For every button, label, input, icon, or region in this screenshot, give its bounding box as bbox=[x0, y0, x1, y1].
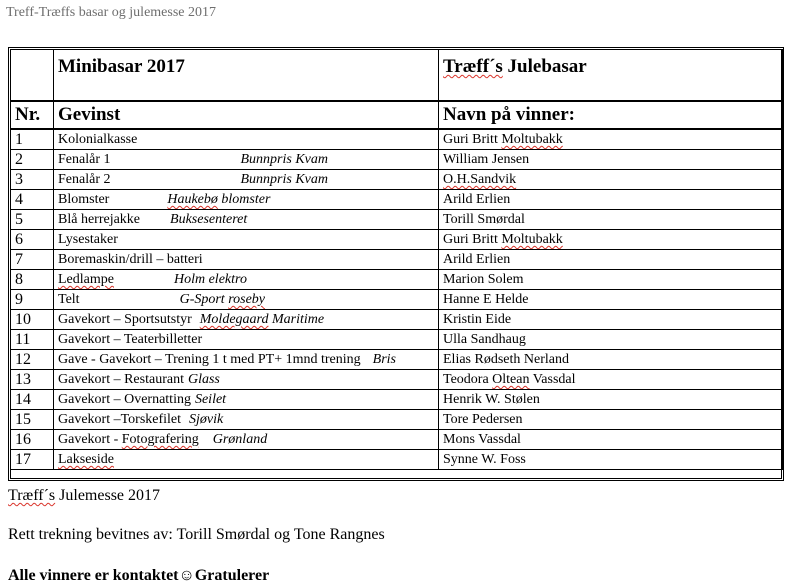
winner-name: O.H.Sandvik bbox=[439, 170, 783, 190]
winner-name: Torill Smørdal bbox=[439, 210, 783, 230]
table-row bbox=[11, 350, 783, 370]
column-header-prize: Gevinst bbox=[54, 101, 439, 129]
table-row bbox=[11, 270, 783, 290]
row-number: 11 bbox=[11, 330, 54, 350]
sponsor-name: Moldegaard Maritime bbox=[199, 312, 325, 327]
winner-name: Kristin Eide bbox=[439, 310, 783, 330]
header-minibasar: Minibasar 2017 bbox=[54, 50, 439, 102]
winner-name: Teodora Oltean Vassdal bbox=[439, 370, 783, 390]
prize-cell bbox=[54, 270, 439, 290]
table-row bbox=[11, 410, 783, 430]
prize-cell bbox=[54, 430, 439, 450]
sponsor-name: G-Sport roseby bbox=[179, 292, 266, 307]
row-number: 3 bbox=[11, 170, 54, 190]
row-number: 14 bbox=[11, 390, 54, 410]
row-number: 12 bbox=[11, 350, 54, 370]
congrats-text: Gratulerer bbox=[194, 567, 270, 584]
table-row bbox=[11, 170, 783, 190]
sponsor-name: Haukebø blomster bbox=[167, 192, 271, 207]
table-row bbox=[11, 290, 783, 310]
row-number: 7 bbox=[11, 250, 54, 270]
table-row bbox=[11, 450, 783, 470]
sponsor-name: Holm elektro bbox=[173, 272, 247, 287]
winner-name: Marion Solem bbox=[439, 270, 783, 290]
column-header-row bbox=[11, 101, 783, 129]
winner-name: Tore Pedersen bbox=[439, 410, 783, 430]
row-number: 9 bbox=[11, 290, 54, 310]
table-row bbox=[11, 190, 783, 210]
prize-name: Gavekort – Restaurant bbox=[58, 372, 184, 387]
sponsor-name: Buksesenteret bbox=[170, 212, 248, 227]
prize-cell bbox=[54, 129, 439, 150]
prize-cell bbox=[54, 190, 439, 210]
winner-name: Guri Britt Moltubakk bbox=[439, 230, 783, 250]
prize-name: Gavekort - Fotografering bbox=[58, 432, 199, 447]
row-number: 13 bbox=[11, 370, 54, 390]
prize-name: Blå herrejakke bbox=[58, 212, 141, 227]
column-header-winner: Navn på vinner: bbox=[439, 101, 783, 129]
winner-name: Mons Vassdal bbox=[439, 430, 783, 450]
row-number: 17 bbox=[11, 450, 54, 470]
table-row bbox=[11, 430, 783, 450]
prize-cell bbox=[54, 250, 439, 270]
column-header-nr: Nr. bbox=[11, 101, 54, 129]
row-number: 6 bbox=[11, 230, 54, 250]
table-row bbox=[11, 250, 783, 270]
sponsor-name: Glass bbox=[187, 372, 220, 387]
footer-witness-line: Rett trekning bevitnes av: Torill Smørdal og Tone Rangnes bbox=[8, 526, 385, 543]
prize-name: Gave - Gavekort – Trening 1 t med PT+ 1mnd trening bbox=[58, 352, 361, 367]
empty-header-cell bbox=[11, 50, 54, 102]
results-table bbox=[10, 49, 783, 470]
prize-cell bbox=[54, 410, 439, 430]
document-title: Treff-Træffs basar og julemesse 2017 bbox=[6, 5, 216, 20]
prize-name: Telt bbox=[58, 292, 80, 307]
prize-name: Blomster bbox=[58, 192, 110, 207]
table-row bbox=[11, 310, 783, 330]
winner-name: Synne W. Foss bbox=[439, 450, 783, 470]
winner-name: Arild Erlien bbox=[439, 190, 783, 210]
sponsor-name: Bris bbox=[372, 352, 396, 367]
row-number: 8 bbox=[11, 270, 54, 290]
sponsor-name: Sjøvik bbox=[189, 412, 224, 427]
prize-cell bbox=[54, 210, 439, 230]
smiley-icon: ☺ bbox=[178, 567, 195, 584]
prize-name: Ledlampe bbox=[58, 272, 114, 287]
prize-cell bbox=[54, 350, 439, 370]
contacted-text: Alle vinnere er kontaktet bbox=[8, 567, 179, 584]
prize-cell bbox=[54, 390, 439, 410]
prize-cell bbox=[54, 230, 439, 250]
table-row bbox=[11, 230, 783, 250]
winner-name: Hanne E Helde bbox=[439, 290, 783, 310]
prize-cell bbox=[54, 370, 439, 390]
table-row bbox=[11, 129, 783, 150]
prize-cell bbox=[54, 150, 439, 170]
sponsor-name: Bunnpris Kvam bbox=[240, 152, 328, 167]
row-number: 5 bbox=[11, 210, 54, 230]
footer-event-line: Træff´s Julemesse 2017 bbox=[8, 487, 161, 504]
prize-cell bbox=[54, 450, 439, 470]
table-row bbox=[11, 390, 783, 410]
table-row bbox=[11, 370, 783, 390]
prize-cell bbox=[54, 330, 439, 350]
prize-name: Gavekort – Teaterbilletter bbox=[58, 332, 203, 347]
prize-name: Gavekort – Sportsutstyr bbox=[58, 312, 192, 327]
prize-cell bbox=[54, 170, 439, 190]
winner-name: Ulla Sandhaug bbox=[439, 330, 783, 350]
winner-name: Henrik W. Stølen bbox=[439, 390, 783, 410]
header-julebasar: Træff´s Julebasar bbox=[439, 50, 783, 102]
row-number: 16 bbox=[11, 430, 54, 450]
sponsor-name: Grønland bbox=[212, 432, 268, 447]
winner-name: Arild Erlien bbox=[439, 250, 783, 270]
sponsor-name: Seilet bbox=[194, 392, 227, 407]
prize-name: Gavekort –Torskefilet bbox=[58, 412, 182, 427]
prize-name: Kolonialkasse bbox=[58, 132, 138, 147]
table-title-row bbox=[11, 50, 783, 102]
winner-name: Elias Rødseth Nerland bbox=[439, 350, 783, 370]
row-number: 4 bbox=[11, 190, 54, 210]
row-number: 2 bbox=[11, 150, 54, 170]
prize-name: Fenalår 2 bbox=[58, 172, 111, 187]
prize-name: Fenalår 1 bbox=[58, 152, 111, 167]
prize-cell bbox=[54, 290, 439, 310]
winner-name: Guri Britt Moltubakk bbox=[439, 129, 783, 150]
prize-name: Boremaskin/drill – batteri bbox=[58, 252, 203, 267]
row-number: 1 bbox=[11, 129, 54, 150]
table-row bbox=[11, 150, 783, 170]
winner-name: William Jensen bbox=[439, 150, 783, 170]
sponsor-name: Bunnpris Kvam bbox=[240, 172, 328, 187]
row-number: 10 bbox=[11, 310, 54, 330]
row-number: 15 bbox=[11, 410, 54, 430]
prize-name: Gavekort – Overnatting bbox=[58, 392, 191, 407]
prize-cell bbox=[54, 310, 439, 330]
prize-name: Lysestaker bbox=[58, 232, 118, 247]
footer-contacted-line bbox=[8, 567, 269, 585]
table-row bbox=[11, 210, 783, 230]
table-row bbox=[11, 330, 783, 350]
prize-name: Lakseside bbox=[58, 452, 114, 467]
